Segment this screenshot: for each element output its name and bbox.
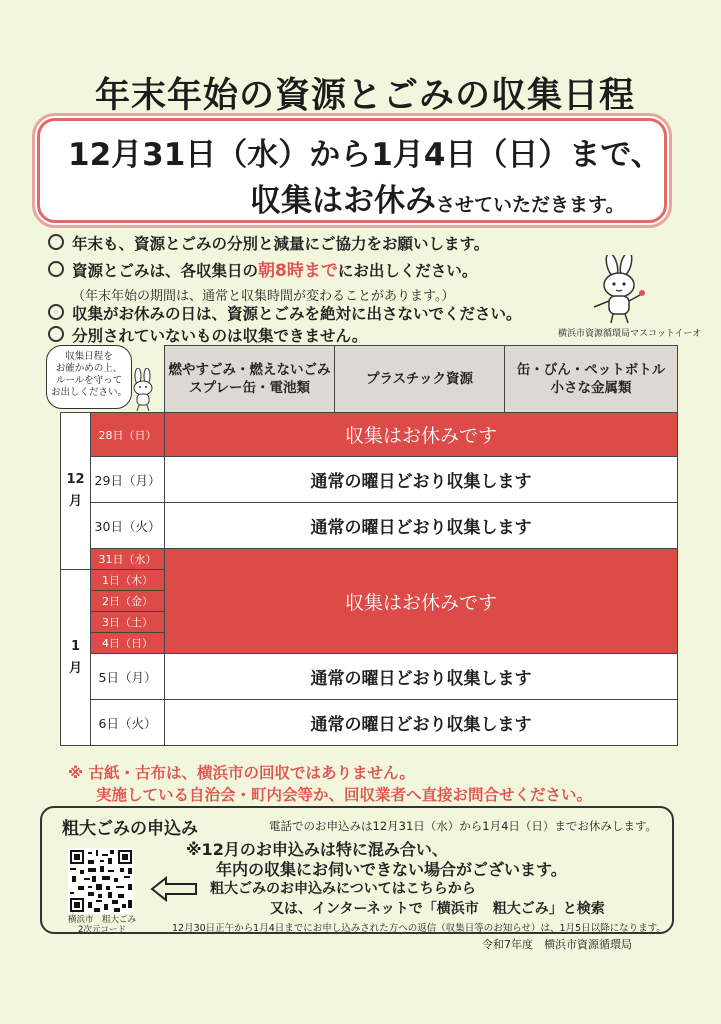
- bulky-info-line-1: 粗大ごみのお申込みについてはこちらから: [210, 881, 476, 897]
- bulky-warning-line-2: 年内の収集にお伺いできない場合がございます。: [216, 860, 567, 879]
- day-1: 1日（木）: [91, 570, 165, 591]
- status-rest: 収集はお休みです: [165, 549, 678, 654]
- banner-message-rest: させていただきます。: [436, 194, 625, 216]
- status-normal: 通常の曜日どおり収集します: [165, 457, 678, 503]
- note-3: [48, 302, 522, 324]
- mascot-small-illustration: [126, 368, 160, 412]
- month-december-number: 12: [66, 472, 85, 487]
- qr-caption-line-1: 横浜市 粗大ごみ: [67, 915, 136, 925]
- note-1: [48, 232, 489, 254]
- bulky-phone-note: 電話でのお申込みは12月31日（水）から1月4日（日）までお休みします。: [269, 819, 657, 833]
- recycling-warning: [68, 762, 592, 806]
- header-burnable-l1: 燃やすごみ・燃えないごみ: [168, 362, 331, 378]
- qr-code-icon: [68, 848, 134, 914]
- day-31: 31日（水）: [91, 549, 165, 570]
- status-normal: 通常の曜日どおり収集します: [165, 700, 678, 746]
- header-plastic: プラスチック資源: [335, 346, 505, 413]
- month-december: [61, 413, 91, 570]
- header-cans: [505, 346, 678, 413]
- day-30: 30日（火）: [91, 503, 165, 549]
- day-5: 5日（月）: [91, 654, 165, 700]
- holiday-banner: [37, 118, 667, 223]
- banner-dates: 12月31日（水）から1月4日（日）まで、: [68, 137, 662, 173]
- mascot-caption: 横浜市資源循環局マスコットイーオ: [558, 329, 702, 339]
- month-january-unit: 月: [68, 660, 82, 676]
- note-1-text: 年末も、資源とごみの分別と減量にご協力をお願いします。: [72, 235, 490, 253]
- bulky-info-line-2: 又は、インターネットで「横浜市 粗大ごみ」と検索: [270, 901, 605, 917]
- bulky-warning: [186, 840, 567, 880]
- note-4-text: 分別されていないものは収集できません。: [72, 327, 368, 345]
- header-burnable-l2: スプレー缶・電池類: [189, 380, 310, 396]
- month-january: [61, 570, 91, 746]
- note-2: [48, 256, 477, 281]
- day-28: 28日（日）: [91, 413, 165, 457]
- qr-code[interactable]: [68, 848, 134, 914]
- footer-issuer: 令和7年度 横浜市資源循環局: [482, 938, 632, 951]
- status-normal: 通常の曜日どおり収集します: [165, 503, 678, 549]
- table-row: [61, 457, 678, 503]
- warning-line-2: 実施している自治会・町内会等か、回収業者へ直接お問合せください。: [96, 786, 593, 804]
- page-title: 年末年始の資源とごみの収集日程: [94, 76, 635, 116]
- day-29: 29日（月）: [91, 457, 165, 503]
- bubble-line: ルールを守って: [55, 375, 123, 386]
- speech-bubble: [46, 345, 132, 409]
- bubble-line: 収集日程を: [65, 351, 113, 362]
- note-3-text: 収集がお休みの日は、資源とごみを絶対に出さないでください。: [72, 305, 522, 323]
- bullet-circle-icon: [48, 261, 64, 277]
- qr-caption-line-2: 2次元コード: [78, 925, 126, 935]
- header-burnable: [165, 346, 335, 413]
- bubble-line: お確かめの上、: [55, 363, 123, 374]
- header-cans-l1: 缶・びん・ペットボトル: [516, 362, 666, 378]
- day-4: 4日（日）: [91, 633, 165, 654]
- banner-message: [250, 175, 624, 220]
- status-normal: 通常の曜日どおり収集します: [165, 654, 678, 700]
- table-row: [61, 700, 678, 746]
- bullet-circle-icon: [48, 304, 64, 320]
- bulky-reply-note: 12月30日正午から1月4日までにお申し込みされた方への返信（収集日等のお知らせ）は、1月5日以降になります。: [172, 923, 666, 934]
- bulky-waste-box: [40, 806, 674, 934]
- day-6: 6日（火）: [91, 700, 165, 746]
- month-december-unit: 月: [68, 494, 82, 509]
- day-3: 3日（土）: [91, 612, 165, 633]
- warning-line-1: ※ 古紙・古布は、横浜市の回収ではありません。: [68, 764, 415, 782]
- bubble-line: お出しください。: [50, 387, 127, 398]
- day-2: 2日（金）: [91, 591, 165, 612]
- banner-message-main: 収集はお休み: [250, 183, 436, 219]
- month-january-number: 1: [70, 638, 81, 654]
- note-2-sub: （年末年始の期間は、通常と収集時間が変わることがあります。）: [72, 289, 455, 304]
- arrow-left-icon: [150, 876, 198, 902]
- table-row: [61, 654, 678, 700]
- bulky-title: 粗大ごみの申込み: [62, 819, 198, 839]
- bullet-circle-icon: [48, 326, 64, 342]
- table-row: [61, 549, 678, 570]
- bulky-warning-line-1: ※12月のお申込みは特に混み合い、: [186, 840, 448, 859]
- bullet-circle-icon: [48, 234, 64, 250]
- header-cans-l2: 小さな金属類: [550, 380, 632, 396]
- table-row: [61, 503, 678, 549]
- note-2-highlight: 朝8時まで: [258, 261, 338, 281]
- note-2-pre: 資源とごみは、各収集日の: [72, 262, 259, 280]
- note-4: [48, 324, 367, 346]
- qr-caption: [60, 915, 144, 935]
- status-rest: 収集はお休みです: [165, 413, 678, 457]
- table-row: [61, 413, 678, 457]
- mascot-illustration: [582, 255, 662, 327]
- note-2-post: にお出しください。: [337, 262, 478, 280]
